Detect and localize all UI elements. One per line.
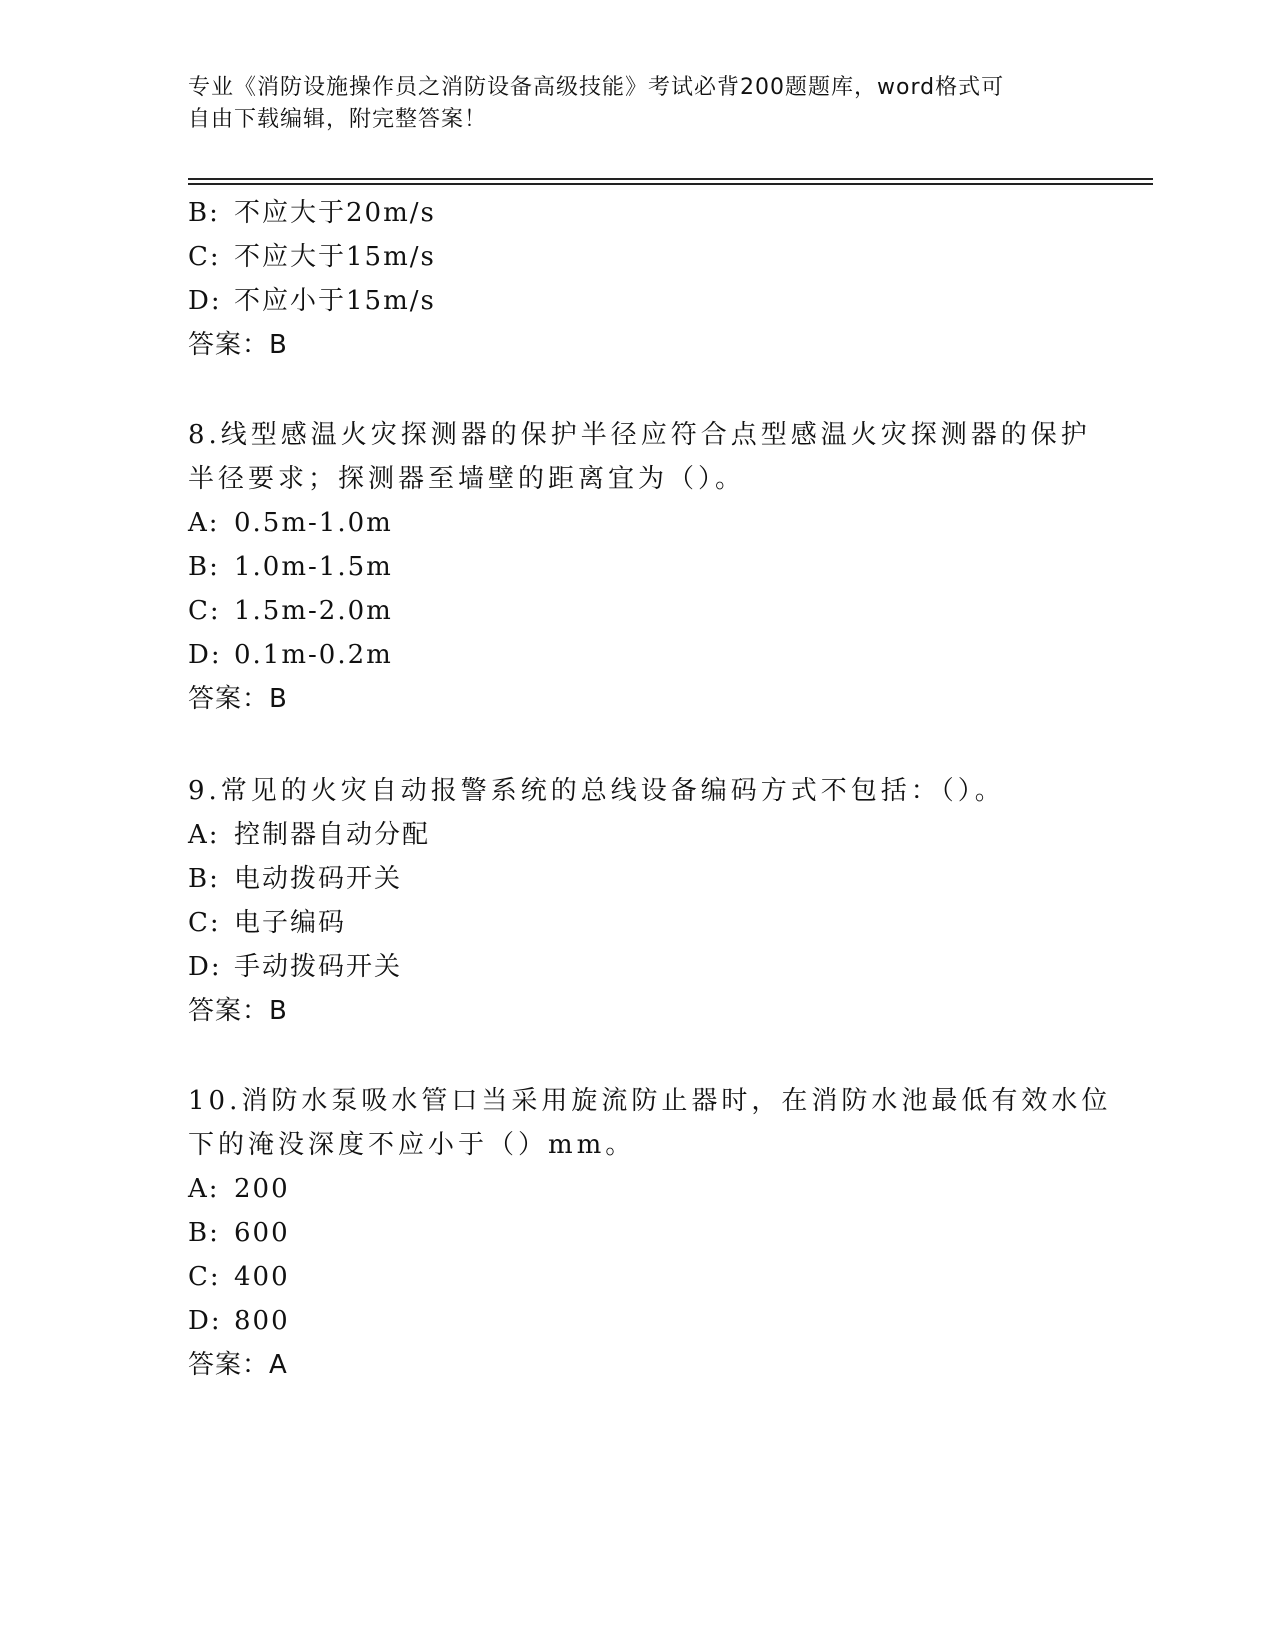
q10-option-a: A: 200 — [188, 1174, 290, 1204]
q10-option-b: B: 600 — [188, 1218, 290, 1248]
q8-option-a: A: 0.5m-1.0m — [188, 508, 393, 538]
q9-stem-line-1: 9.常见的火灾自动报警系统的总线设备编码方式不包括：（）。 — [188, 776, 1005, 806]
q9-option-a: A: 控制器自动分配 — [188, 820, 431, 850]
q9-answer: 答案：B — [188, 996, 288, 1026]
header-divider-top — [188, 178, 1153, 180]
q8-option-b: B: 1.0m-1.5m — [188, 552, 393, 582]
q8-option-d: D: 0.1m-0.2m — [188, 640, 393, 670]
q10-option-c: C: 400 — [188, 1262, 290, 1292]
q10-stem-line-2: 下的淹没深度不应小于（）mm。 — [188, 1130, 636, 1160]
header-divider-bottom — [188, 183, 1153, 185]
q8-answer: 答案：B — [188, 684, 288, 714]
q8-stem-line-2: 半径要求；探测器至墙壁的距离宜为（）。 — [188, 464, 746, 494]
q10-answer: 答案：A — [188, 1350, 288, 1380]
q9-option-c: C: 电子编码 — [188, 908, 347, 938]
q8-stem-line-1: 8.线型感温火灾探测器的保护半径应符合点型感温火灾探测器的保护 — [188, 420, 1091, 450]
document-header — [188, 72, 1088, 136]
q8-option-c: C: 1.5m-2.0m — [188, 596, 393, 626]
q9-option-b: B: 电动拨码开关 — [188, 864, 403, 894]
header-line-1: 专业《消防设施操作员之消防设备高级技能》考试必背200题题库，word格式可 — [188, 75, 1005, 100]
header-line-2: 自由下载编辑，附完整答案！ — [188, 107, 488, 132]
q10-stem-line-1: 10.消防水泵吸水管口当采用旋流防止器时，在消防水池最低有效水位 — [188, 1086, 1112, 1116]
q7-option-c: C: 不应大于15m/s — [188, 242, 436, 272]
q9-option-d: D: 手动拨码开关 — [188, 952, 403, 982]
q7-option-d: D: 不应小于15m/s — [188, 286, 436, 316]
q7-option-b: B: 不应大于20m/s — [188, 198, 436, 228]
q10-option-d: D: 800 — [188, 1306, 290, 1336]
q7-answer: 答案：B — [188, 330, 288, 360]
